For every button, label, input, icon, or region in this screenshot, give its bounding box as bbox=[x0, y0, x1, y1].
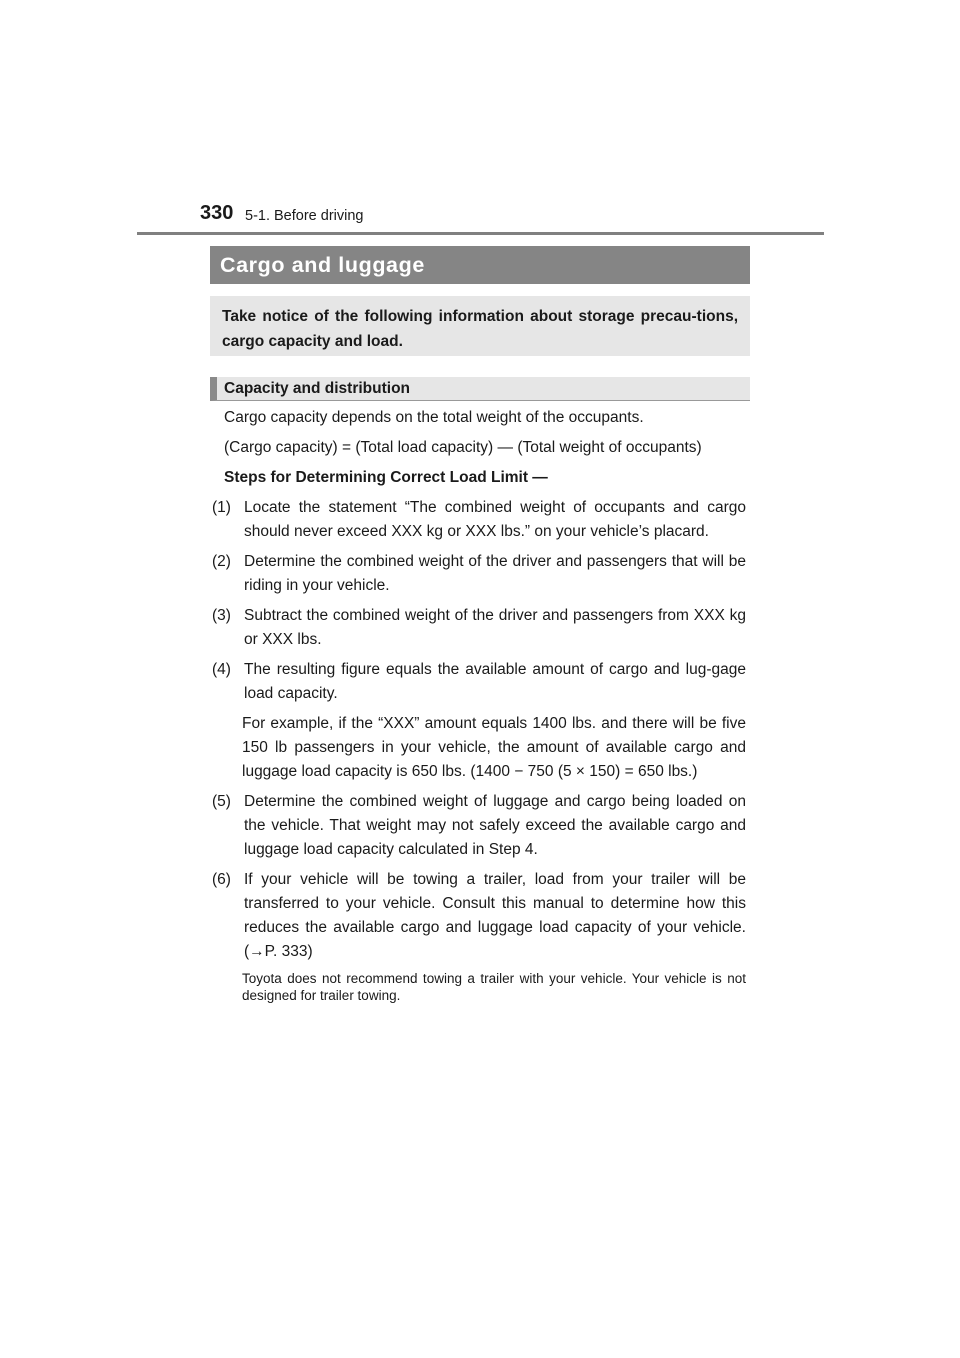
step-item bbox=[210, 790, 746, 862]
step-number: (5) bbox=[212, 793, 231, 810]
header-divider bbox=[137, 232, 824, 235]
section-label: 5-1. Before driving bbox=[245, 208, 364, 224]
step-text: Determine the combined weight of luggage and cargo being loaded on the vehicle. That weight may not safely exceed the available cargo and luggage load capacity calculated in Step 4. bbox=[244, 793, 746, 858]
step-text: If your vehicle will be towing a trailer, load from your trailer will be transferred to your vehicle. Consult this manual to determine how this reduces the available cargo and luggage load capacity of your vehicle. (→P. 333) bbox=[244, 871, 746, 960]
step-item bbox=[210, 658, 746, 706]
step-number: (6) bbox=[212, 871, 231, 888]
step-text: Subtract the combined weight of the driver and passengers from XXX kg or XXX lbs. bbox=[244, 607, 746, 648]
body-text bbox=[210, 406, 746, 1004]
towing-note: Toyota does not recommend towing a trailer with your vehicle. Your vehicle is not designed for trailer towing. bbox=[242, 971, 746, 1003]
step-number: (1) bbox=[212, 499, 231, 516]
step-text: The resulting figure equals the available amount of cargo and lug-gage load capacity. bbox=[244, 661, 746, 702]
step-text: Determine the combined weight of the driver and passengers that will be riding in your vehicle. bbox=[244, 553, 746, 594]
page-number: 330 bbox=[200, 202, 234, 224]
intro-text: Take notice of the following information about storage precau-tions, cargo capacity and load. bbox=[222, 308, 738, 350]
step-item bbox=[210, 604, 746, 652]
steps-heading: Steps for Determining Correct Load Limit — bbox=[224, 469, 548, 486]
step-number: (4) bbox=[212, 661, 231, 678]
paragraph: Cargo capacity depends on the total weight of the occupants. bbox=[224, 409, 644, 426]
page-title: Cargo and luggage bbox=[220, 252, 425, 277]
subsection-heading bbox=[210, 377, 750, 401]
intro-box bbox=[210, 296, 750, 356]
formula-paragraph: (Cargo capacity) = (Total load capacity) — (Total weight of occupants) bbox=[224, 439, 702, 456]
step-number: (3) bbox=[212, 607, 231, 624]
example-paragraph: For example, if the “XXX” amount equals 1400 lbs. and there will be five 150 lb passengers in your vehicle, the amount of available cargo and luggage load capacity is 650 lbs. (1400 − 750 (5 × 150) = 650 lbs.) bbox=[242, 715, 746, 780]
step-item bbox=[210, 496, 746, 544]
step-item bbox=[210, 550, 746, 598]
step-text: Locate the statement “The combined weight of occupants and cargo should never exceed XXX kg or XXX lbs.” on your vehicle’s placard. bbox=[244, 499, 746, 540]
step-item bbox=[210, 868, 746, 964]
subsection-heading-text: Capacity and distribution bbox=[224, 379, 411, 397]
step-number: (2) bbox=[212, 553, 231, 570]
title-bar bbox=[210, 246, 750, 284]
